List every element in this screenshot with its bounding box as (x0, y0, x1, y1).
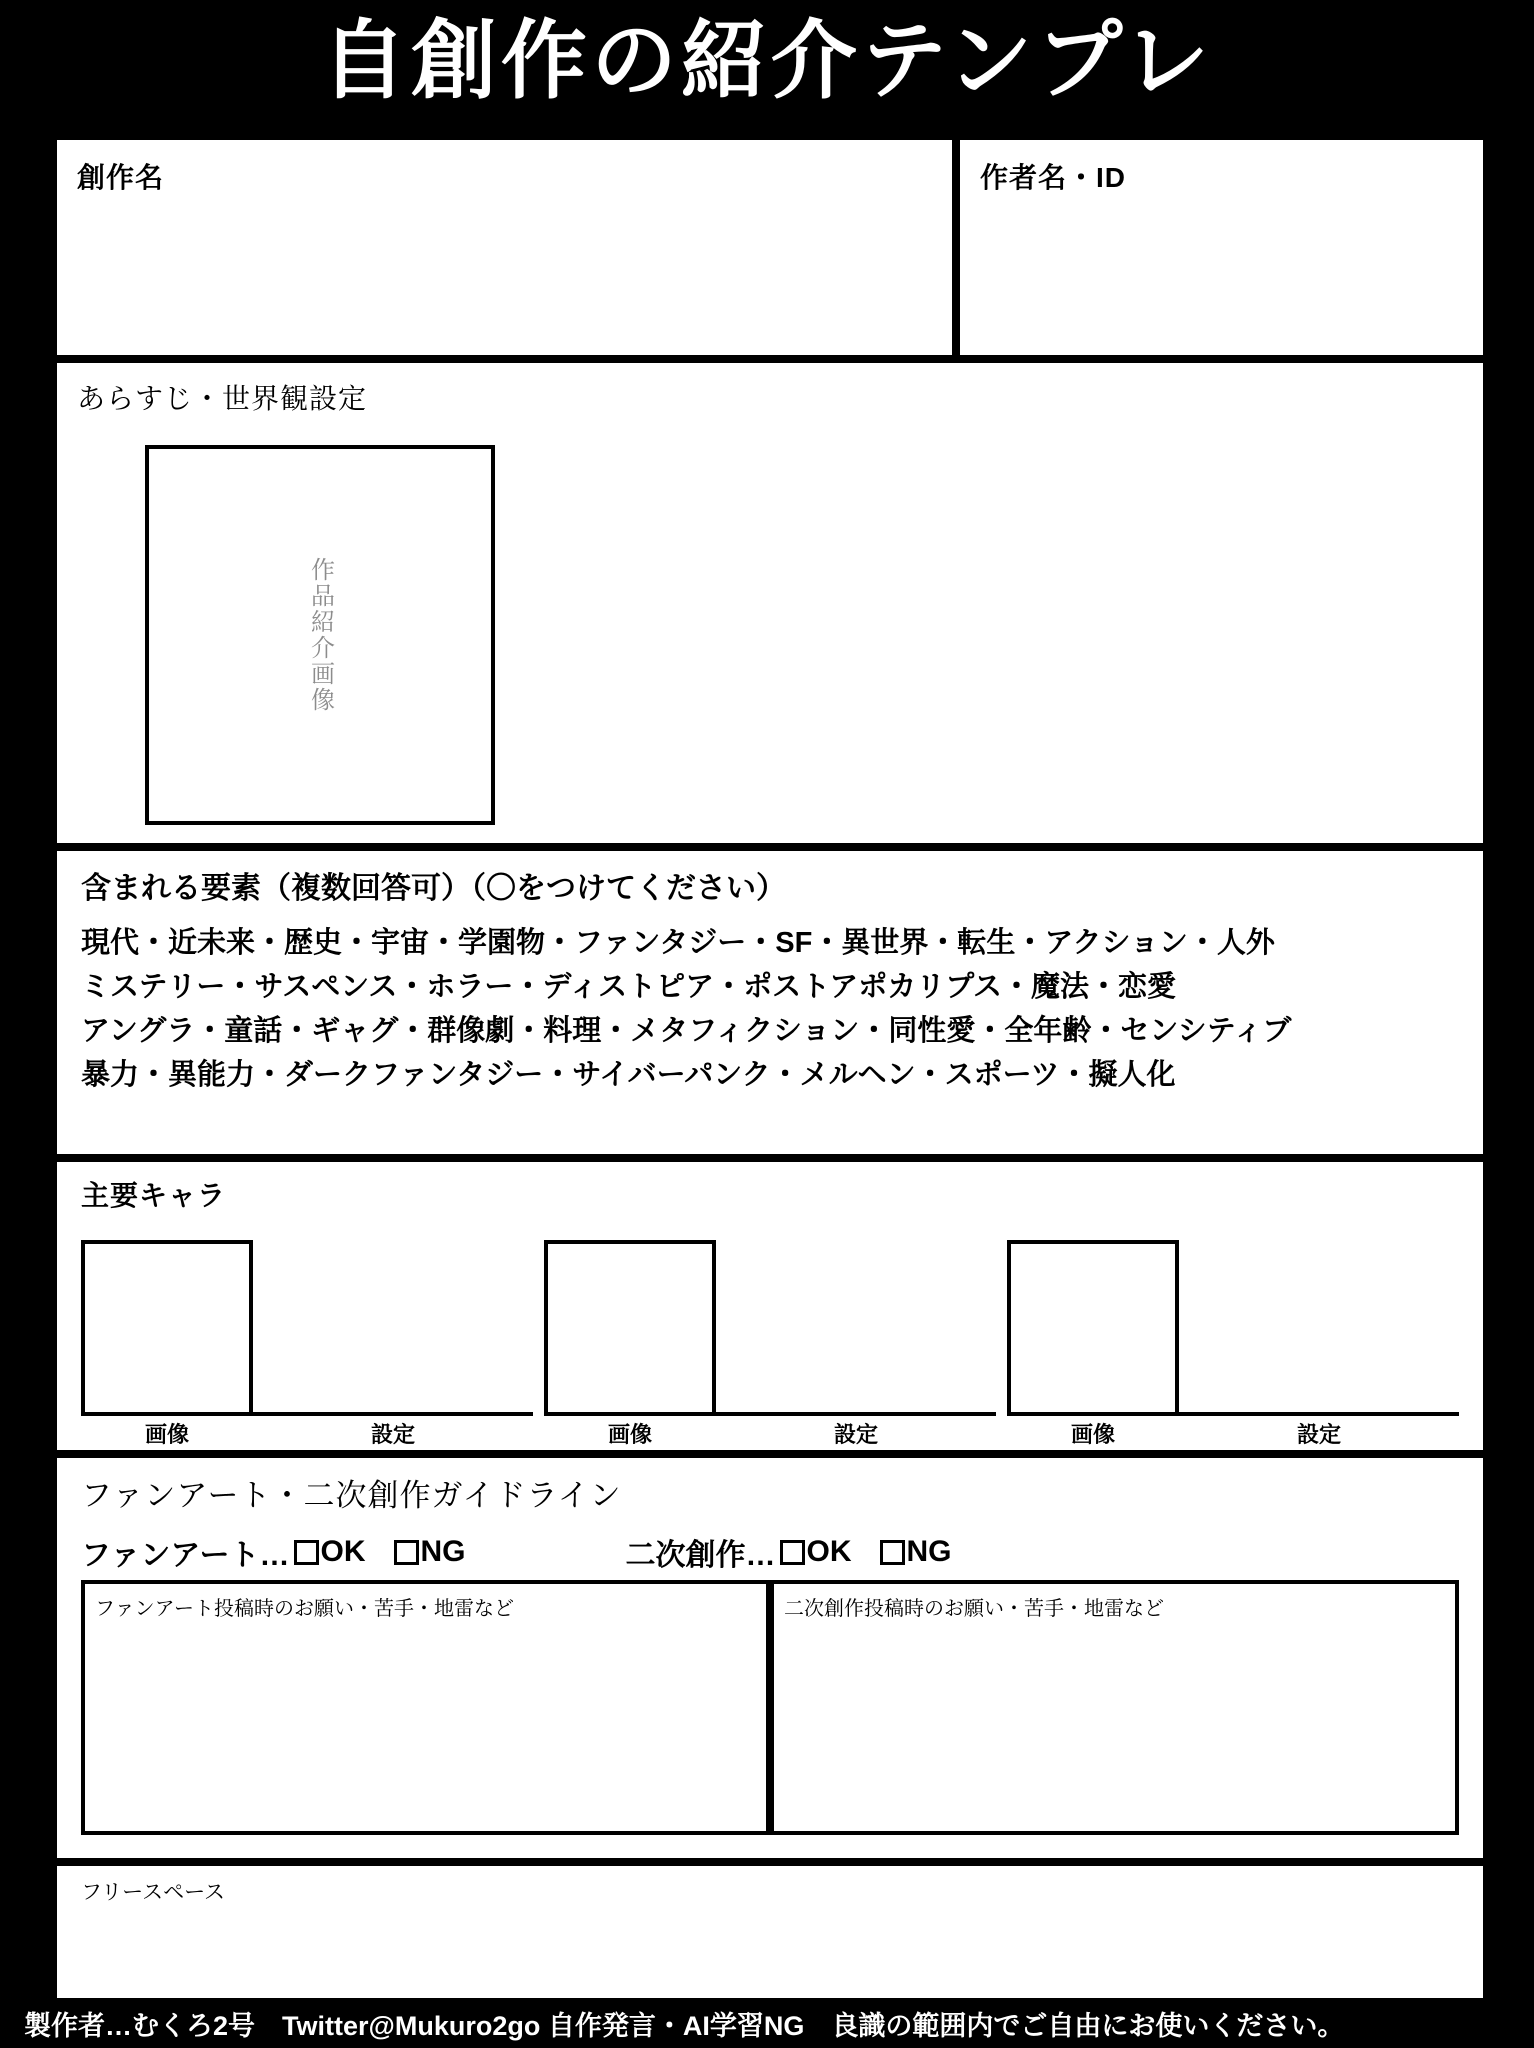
synopsis-label: あらすじ・世界観設定 (77, 383, 368, 414)
character-setting-line[interactable] (544, 1412, 996, 1416)
derivative-note-box[interactable] (770, 1580, 1459, 1835)
character-image-box[interactable] (1007, 1240, 1179, 1412)
permission-row (81, 1530, 1459, 1574)
character-image-label: 画像 (144, 1422, 189, 1447)
character-image-box[interactable] (81, 1240, 253, 1412)
elements-list (81, 921, 1463, 1097)
characters-section (57, 1162, 1483, 1450)
elements-line[interactable]: 暴力・異能力・ダークファンタジー・サイバーパンク・メルヘン・スポーツ・擬人化 (81, 1059, 1176, 1091)
work-info-row (57, 140, 1483, 355)
characters-heading: 主要キャラ (81, 1180, 227, 1211)
author-field[interactable] (960, 140, 1483, 355)
work-name-field[interactable] (57, 140, 952, 355)
character-labels (81, 1418, 533, 1449)
elements-section (57, 851, 1483, 1154)
character-slot (1007, 1240, 1459, 1447)
guideline-section (57, 1458, 1483, 1858)
derivative-permission-label: 二次創作… (625, 1539, 776, 1572)
derivative-ok-label: OK (806, 1535, 852, 1568)
work-image-placeholder-label: 作品紹介画像 (306, 557, 334, 713)
work-name-label: 創作名 (77, 162, 165, 193)
author-label: 作者名・ID (980, 162, 1127, 193)
fanart-permission-label: ファンアート… (81, 1539, 290, 1572)
derivative-ng-checkbox[interactable] (880, 1540, 905, 1565)
character-slot (544, 1240, 996, 1447)
character-slots (81, 1240, 1459, 1447)
derivative-note-placeholder: 二次創作投稿時のお願い・苦手・地雷など (784, 1598, 1164, 1620)
page-title-bar (0, 0, 1534, 122)
derivative-ok-checkbox[interactable] (780, 1540, 805, 1565)
free-space-label: フリースペース (81, 1881, 226, 1904)
elements-line[interactable]: 現代・近未来・歴史・宇宙・学園物・ファンタジー・SF・異世界・転生・アクション・人外 (81, 927, 1275, 959)
character-slot (81, 1240, 533, 1447)
free-space-section[interactable] (57, 1866, 1483, 1998)
derivative-ng-label: NG (906, 1535, 952, 1568)
fanart-permission (81, 1530, 466, 1574)
elements-line[interactable]: ミステリー・サスペンス・ホラー・ディストピア・ポストアポカリプス・魔法・恋愛 (81, 971, 1177, 1003)
character-labels (544, 1418, 996, 1449)
fanart-note-box[interactable] (81, 1580, 770, 1835)
fanart-ng-checkbox[interactable] (394, 1540, 419, 1565)
footer-credit-text: 製作者…むくろ2号 Twitter@Mukuro2go 自作発言・AI学習NG 良識の範囲内でご自由にお使いください。 (24, 2010, 1345, 2041)
elements-heading: 含まれる要素（複数回答可）（〇をつけてください） (81, 872, 786, 905)
elements-line[interactable]: アングラ・童話・ギャグ・群像劇・料理・メタフィクション・同性愛・全年齢・センシティブ (81, 1015, 1292, 1047)
character-image-label: 画像 (607, 1422, 652, 1447)
derivative-permission (626, 1530, 952, 1574)
page-title: 自創作の紹介テンプレ (320, 13, 1214, 109)
footer-credit-bar (0, 1998, 1534, 2048)
guideline-heading: ファンアート・二次創作ガイドライン (81, 1478, 622, 1513)
fanart-ng-label: NG (420, 1535, 466, 1568)
synopsis-section (57, 363, 1483, 843)
character-setting-line[interactable] (81, 1412, 533, 1416)
work-image-placeholder[interactable] (145, 445, 495, 825)
fanart-ok-checkbox[interactable] (294, 1540, 319, 1565)
character-image-label: 画像 (1070, 1422, 1115, 1447)
character-setting-line[interactable] (1007, 1412, 1459, 1416)
character-labels (1007, 1418, 1459, 1449)
character-image-box[interactable] (544, 1240, 716, 1412)
character-setting-label: 設定 (370, 1422, 415, 1447)
guideline-note-boxes (81, 1580, 1459, 1835)
column-divider (952, 140, 960, 355)
fanart-note-placeholder: ファンアート投稿時のお願い・苦手・地雷など (95, 1598, 514, 1620)
character-setting-label: 設定 (1296, 1422, 1341, 1447)
character-setting-label: 設定 (833, 1422, 878, 1447)
fanart-ok-label: OK (320, 1535, 366, 1568)
